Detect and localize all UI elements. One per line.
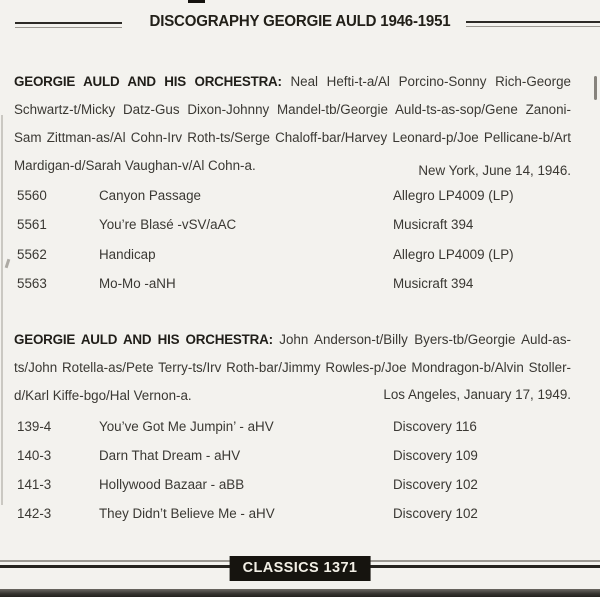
session-2-artist: GEORGIE AULD AND HIS ORCHESTRA: (14, 332, 273, 347)
session-1-artist: GEORGIE AULD AND HIS ORCHESTRA: (14, 74, 282, 89)
track-release: Allegro LP4009 (LP) (393, 188, 514, 203)
track-row (0, 477, 600, 497)
track-matrix: 139-4 (17, 419, 52, 434)
track-release: Discovery 109 (393, 448, 478, 463)
track-title: Hollywood Bazaar - aBB (99, 477, 245, 492)
track-row (0, 419, 600, 439)
page-title: DISCOGRAPHY GEORGIE AULD 1946-1951 (149, 13, 451, 30)
track-row (0, 188, 600, 208)
session-2-date: Los Angeles, January 17, 1949. (383, 387, 571, 402)
track-row (0, 448, 600, 468)
track-title: You’re Blasé -vSV/aAC (99, 217, 237, 232)
scan-artifact (594, 76, 597, 100)
scan-artifact (188, 0, 205, 3)
track-row (0, 217, 600, 237)
track-release: Musicraft 394 (393, 217, 474, 232)
track-title: Mo-Mo -aNH (99, 276, 176, 291)
track-matrix: 140-3 (17, 448, 52, 463)
track-title: Darn That Dream - aHV (99, 448, 241, 463)
track-title: They Didn’t Believe Me - aHV (99, 506, 275, 521)
track-release: Musicraft 394 (393, 276, 474, 291)
scan-artifact (1, 115, 3, 505)
session-1-personnel-text: Neal Hefti-t-a/Al Porcino-Sonny Rich-George Schwartz-t/Micky Datz-Gus Dixon-Johnny Mandel-tb/Georgie Auld-ts-as-sop/Gene Zanoni-Sam Zittman-as/Al Cohn-Irv Roth-ts/Serge Chaloff-bar/Harvey Leonard-p/Joe Pellicane-b/Art Mardigan-d/Sarah Vaughan-v/Al Cohn-a. (14, 74, 571, 173)
session-1-date: New York, June 14, 1946. (418, 163, 571, 178)
track-release: Allegro LP4009 (LP) (393, 247, 514, 262)
track-title: Canyon Passage (99, 188, 201, 203)
track-row (0, 506, 600, 526)
track-matrix: 5562 (17, 247, 47, 262)
track-title: You’ve Got Me Jumpin’ - aHV (99, 419, 274, 434)
classics-label-badge: CLASSICS 1371 (230, 556, 371, 581)
session-2-personnel-text: John Anderson-t/Billy Byers-tb/Georgie Auld-as-ts/John Rotella-as/Pete Terry-ts/Irv Roth-bar/Jimmy Rowles-p/Joe Mondragon-b/Alvin Stoller-d/Karl Kiffe-bgo/Hal Vernon-a. (14, 332, 571, 403)
track-matrix: 5563 (17, 276, 47, 291)
header-rule-right (466, 21, 600, 27)
track-matrix: 5560 (17, 188, 47, 203)
track-row (0, 247, 600, 267)
track-release: Discovery 102 (393, 477, 478, 492)
track-release: Discovery 116 (393, 419, 477, 434)
track-release: Discovery 102 (393, 506, 478, 521)
track-matrix: 142-3 (17, 506, 52, 521)
track-row (0, 276, 600, 296)
page-bottom-edge (0, 589, 600, 597)
track-matrix: 141-3 (17, 477, 52, 492)
track-matrix: 5561 (17, 217, 47, 232)
track-title: Handicap (99, 247, 156, 262)
